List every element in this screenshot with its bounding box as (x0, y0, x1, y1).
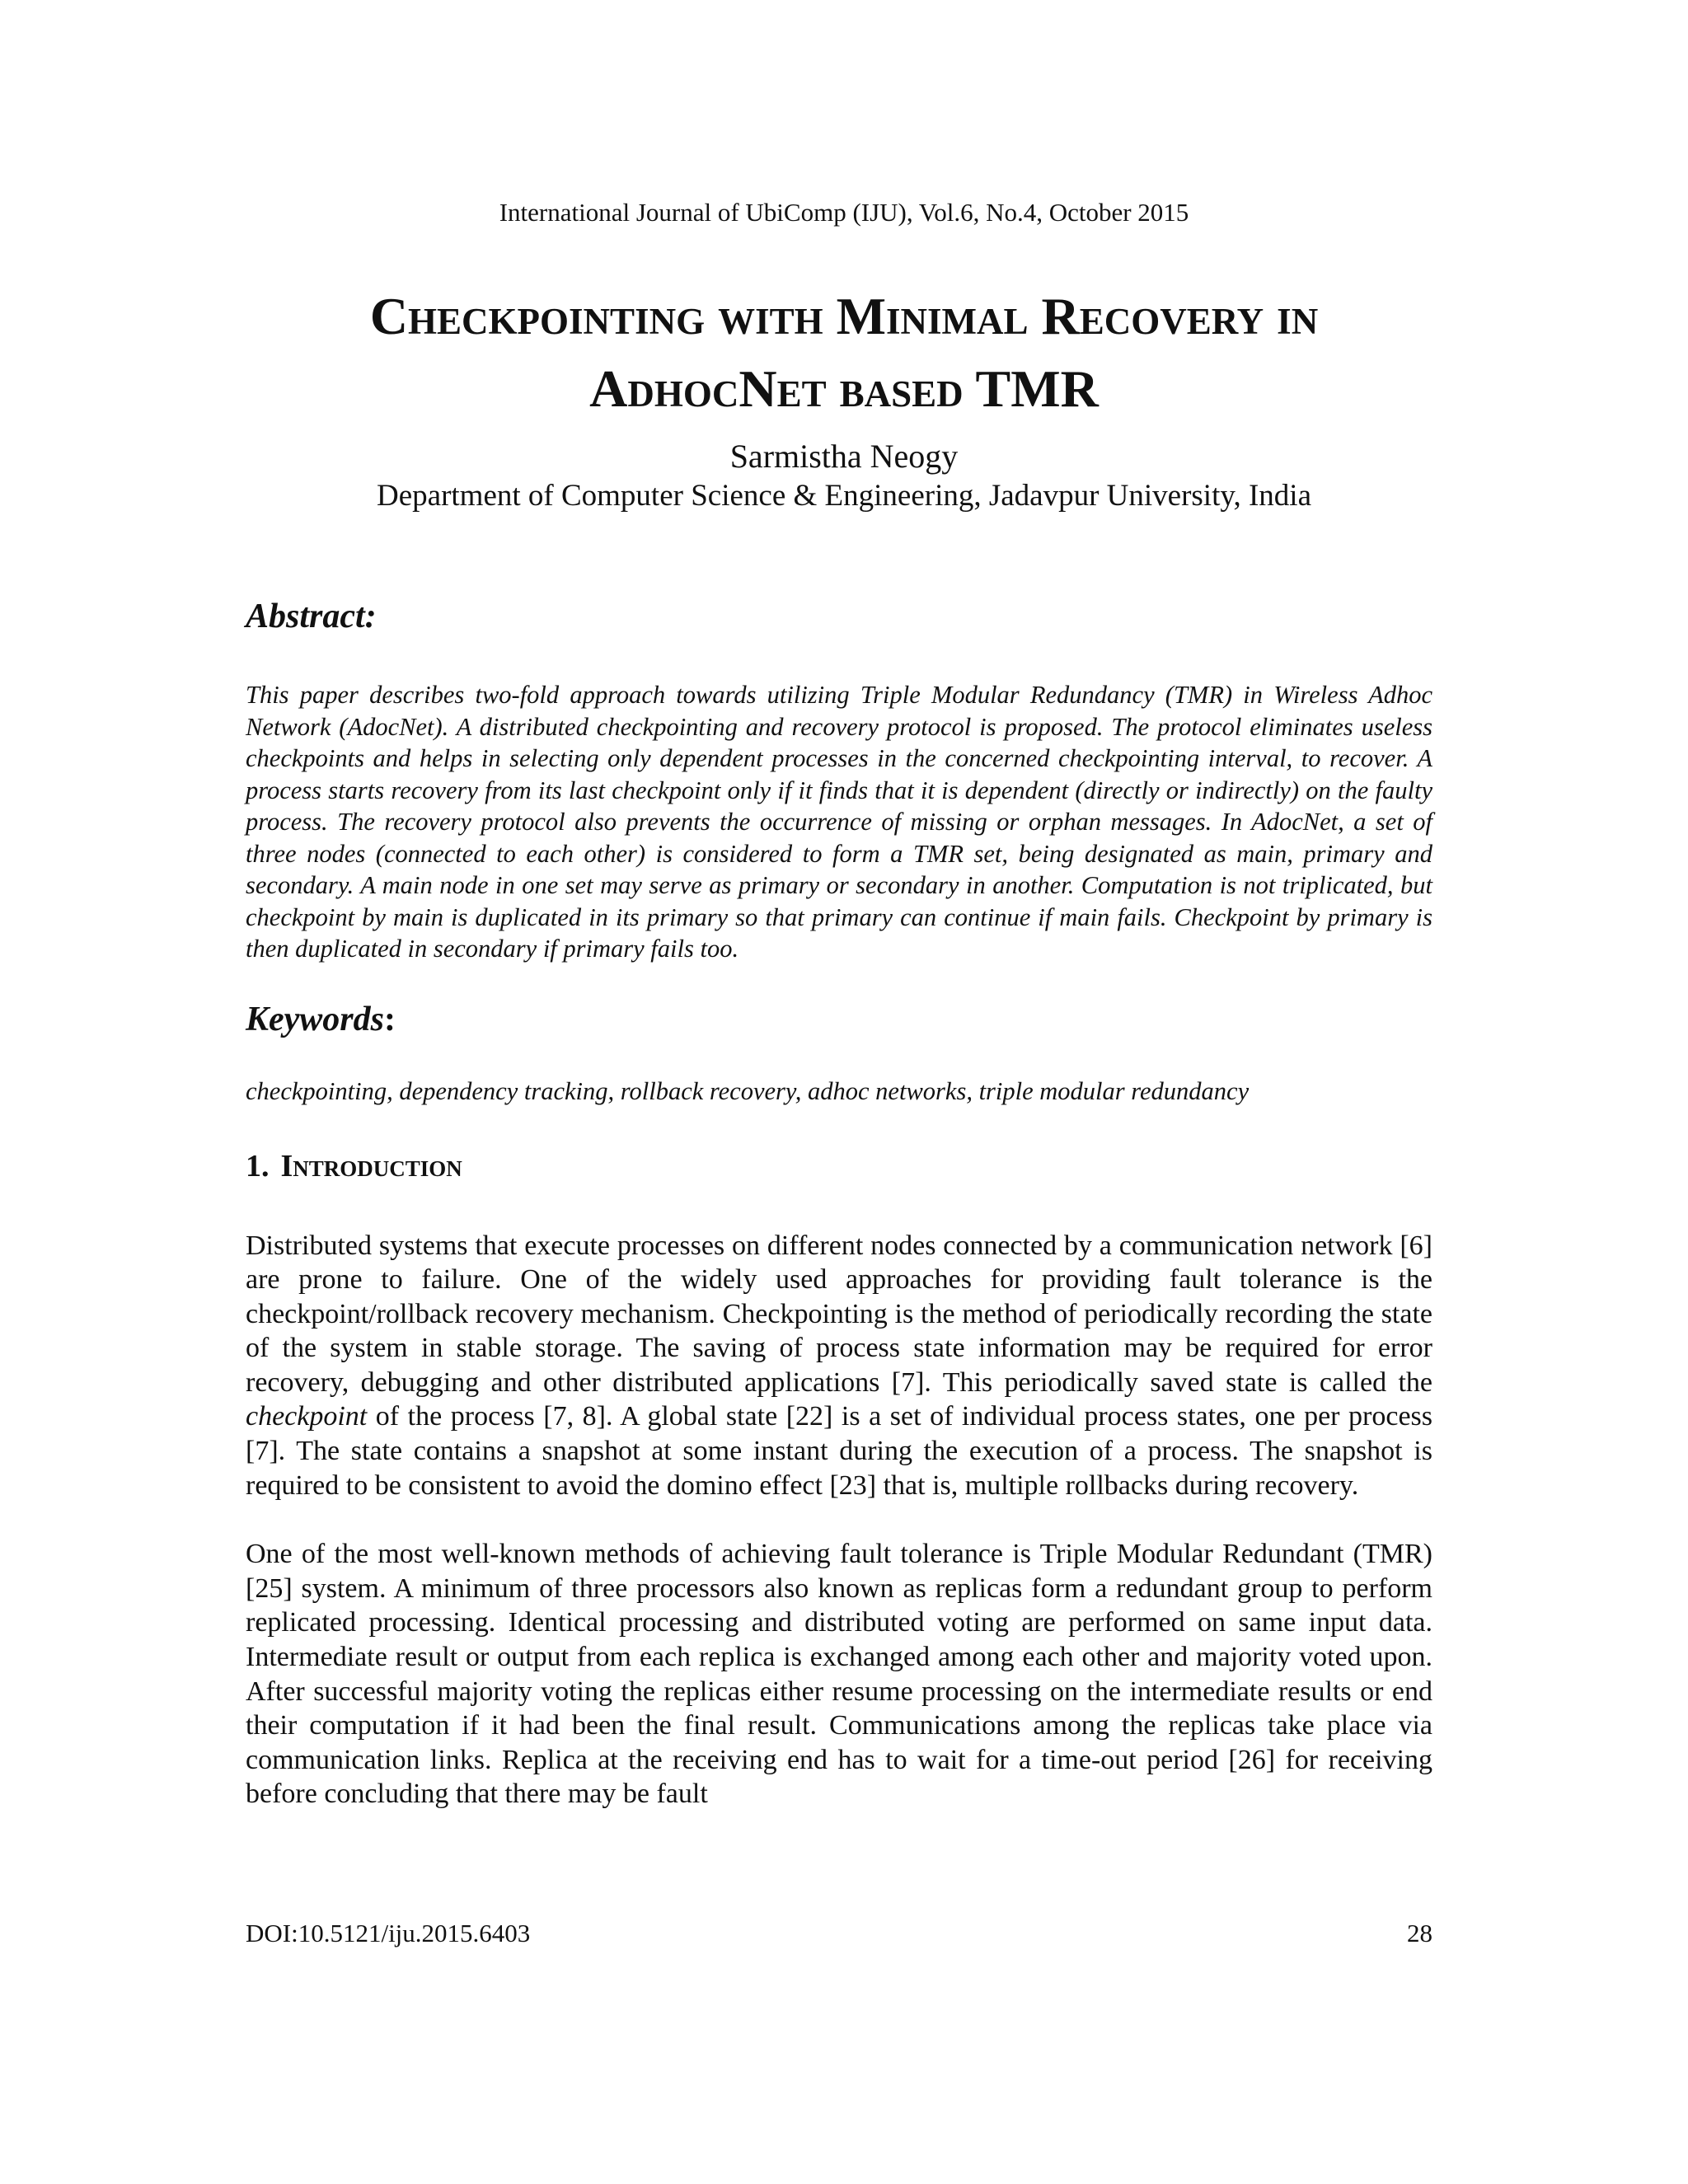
introduction-paragraph-1 (246, 1229, 1432, 1503)
main-content (246, 593, 1432, 1811)
introduction-paragraph-2: One of the most well-known methods of achieving fault tolerance is Triple Modular Redundant (TMR) [25] system. A minimum of three processors also known as replicas form a redundant group to perform replicated processing. Identical processing and distributed voting are performed on same input data. Intermediate result or output from each replica is exchanged among each other and majority voted upon. After successful majority voting the replicas either resume processing on the intermediate results or end their computation if it had been the final result. Communications among the replicas take place via communication links. Replica at the receiving end has to wait for a time-out period [26] for receiving before concluding that there may be fault (246, 1539, 1432, 1810)
introduction-heading (246, 1143, 1432, 1189)
running-header: International Journal of UbiComp (IJU), Vol.6, No.4, October 2015 (499, 198, 1189, 227)
paragraph-1-part-b: of the process [7, 8]. A global state [22] is a set of individual process states, one per process [7]. The state contains a snapshot at some instant during the execution of a process. The snapshot is required to be consistent to avoid the domino effect [23] that is, multiple rollbacks during recovery. (246, 1401, 1432, 1501)
abstract-text: This paper describes two-fold approach towards utilizing Triple Modular Redundancy (TMR) in Wireless Adhoc Network (AdocNet). A distributed checkpointing and recovery protocol is proposed. The protocol eliminates useless checkpoints and helps in selecting only dependent processes in the concerned checkpointing interval, to recover. A process starts recovery from its last checkpoint only if it finds that it is dependent (directly or indirectly) on the faulty process. The recovery protocol also prevents the occurrence of missing or orphan messages. In AdocNet, a set of three nodes (connected to each other) is considered to form a TMR set, being designated as main, primary and secondary. A main node in one set may serve as primary or secondary in another. Computation is not triplicated, but checkpoint by main is duplicated in its primary so that primary can continue if main fails. Checkpoint by primary is then duplicated in secondary if primary fails too. (246, 681, 1432, 963)
paragraph-1-part-a: Distributed systems that execute processes on different nodes connected by a communication network [6] are prone to failure. One of the widely used approaches for providing fault tolerance is the checkpoint/rollback recovery mechanism. Checkpointing is the method of periodically recording the state of the system in stable storage. The saving of process state information may be required for error recovery, debugging and other distributed applications [7]. This periodically saved state is called the (246, 1230, 1432, 1398)
keywords-heading-label: Keywords (246, 1000, 384, 1038)
keywords-heading (246, 996, 1432, 1043)
author-affiliation: Department of Computer Science & Engineering, Jadavpur University, India (377, 479, 1311, 513)
title-line-1: Checkpointing with Minimal Recovery in (369, 287, 1319, 345)
section-title: Introduction (280, 1148, 462, 1183)
keywords-heading-colon: : (384, 1000, 396, 1038)
emphasized-term-checkpoint: checkpoint (246, 1401, 368, 1432)
keywords-text: checkpointing, dependency tracking, rollback recovery, adhoc networks, triple modular redundancy (246, 1076, 1250, 1105)
paper-title (124, 280, 1564, 425)
title-line-2: AdhocNet based TMR (589, 359, 1099, 418)
author-name: Sarmistha Neogy (729, 438, 959, 475)
section-number: 1. (246, 1148, 270, 1183)
page-number: 28 (1407, 1919, 1432, 1947)
doi-text: DOI:10.5121/iju.2015.6403 (246, 1919, 531, 1947)
abstract-heading: Abstract: (246, 598, 377, 635)
